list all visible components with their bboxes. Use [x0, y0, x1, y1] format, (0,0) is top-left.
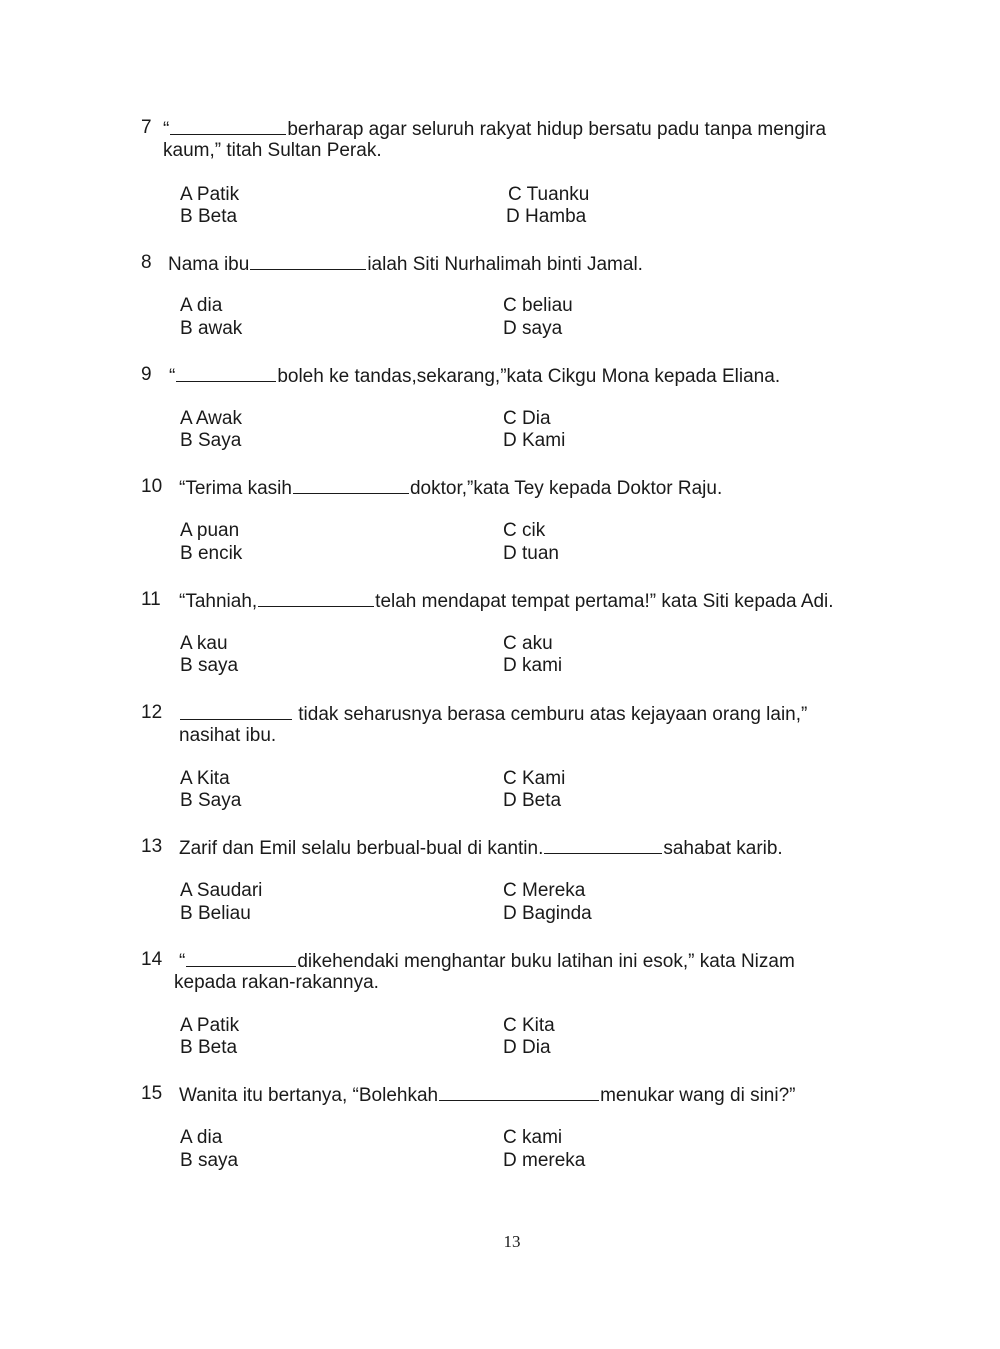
option-b: B encik — [180, 543, 243, 564]
option-d: D Dia — [503, 1037, 551, 1058]
answer-blank — [186, 948, 296, 967]
question-text: “ dikehendaki menghantar buku latihan ini esok,” kata Nizam — [179, 948, 899, 973]
question-number: 12 — [141, 702, 163, 723]
option-a: A Patik — [180, 1015, 240, 1036]
option-b: B Beta — [180, 1037, 238, 1058]
option-b: B awak — [180, 318, 243, 339]
option-d: D kami — [503, 655, 563, 676]
question-number: 11 — [141, 589, 161, 610]
question-number: 7 — [141, 117, 152, 138]
answer-blank — [250, 251, 366, 270]
option-c: C Kami — [503, 768, 566, 789]
question-number: 9 — [141, 364, 152, 385]
option-d: D Kami — [503, 430, 566, 451]
option-d: D saya — [503, 318, 563, 339]
option-a: A dia — [180, 1127, 223, 1148]
question-number: 15 — [141, 1083, 163, 1104]
option-a: A puan — [180, 520, 240, 541]
option-c: C Dia — [503, 408, 551, 429]
option-b: B Beta — [180, 206, 238, 227]
option-a: A Saudari — [180, 880, 263, 901]
option-b: B Saya — [180, 430, 242, 451]
question-number: 8 — [141, 252, 152, 273]
option-d: D Hamba — [506, 206, 587, 227]
question-text: Zarif dan Emil selalu berbual-bual di kantin. sahabat karib. — [179, 835, 899, 860]
option-d: D Baginda — [503, 903, 592, 924]
question-text: tidak seharusnya berasa cemburu atas kejayaan orang lain,” — [179, 701, 899, 726]
option-a: A dia — [180, 295, 223, 316]
question-text-continued: kepada rakan-rakannya. — [174, 972, 379, 993]
question-text: Wanita itu bertanya, “Bolehkah menukar wang di sini?” — [179, 1082, 899, 1107]
question-text: “ boleh ke tandas,sekarang,”kata Cikgu Mona kepada Eliana. — [169, 363, 889, 388]
option-b: B Saya — [180, 790, 242, 811]
answer-blank — [176, 363, 276, 382]
page-number: 13 — [503, 1232, 521, 1251]
question-number: 10 — [141, 476, 163, 497]
option-a: A Kita — [180, 768, 230, 789]
option-c: C Tuanku — [508, 184, 590, 205]
question-text: Nama ibu ialah Siti Nurhalimah binti Jamal. — [168, 251, 888, 276]
question-number: 13 — [141, 836, 163, 857]
option-c: C beliau — [503, 295, 573, 316]
option-a: A kau — [180, 633, 228, 654]
answer-blank — [258, 588, 374, 607]
option-c: C cik — [503, 520, 546, 541]
option-a: A Awak — [180, 408, 242, 429]
option-c: C kami — [503, 1127, 563, 1148]
option-b: B saya — [180, 1150, 239, 1171]
answer-blank — [170, 116, 286, 135]
option-d: D mereka — [503, 1150, 586, 1171]
question-text: “Terima kasih doktor,”kata Tey kepada Doktor Raju. — [179, 475, 899, 500]
answer-blank — [439, 1082, 599, 1101]
option-b: B Beliau — [180, 903, 251, 924]
answer-blank — [180, 701, 292, 720]
option-c: C aku — [503, 633, 553, 654]
option-b: B saya — [180, 655, 239, 676]
option-c: C Kita — [503, 1015, 555, 1036]
option-c: C Mereka — [503, 880, 586, 901]
answer-blank — [293, 475, 409, 494]
question-text-continued: nasihat ibu. — [179, 725, 277, 746]
option-d: D tuan — [503, 543, 559, 564]
option-a: A Patik — [180, 184, 240, 205]
question-text: “ berharap agar seluruh rakyat hidup bersatu padu tanpa mengira — [163, 116, 883, 141]
question-text-continued: kaum,” titah Sultan Perak. — [163, 140, 382, 161]
answer-blank — [544, 835, 662, 854]
option-d: D Beta — [503, 790, 562, 811]
question-text: “Tahniah, telah mendapat tempat pertama!” kata Siti kepada Adi. — [179, 588, 899, 613]
question-number: 14 — [141, 949, 163, 970]
